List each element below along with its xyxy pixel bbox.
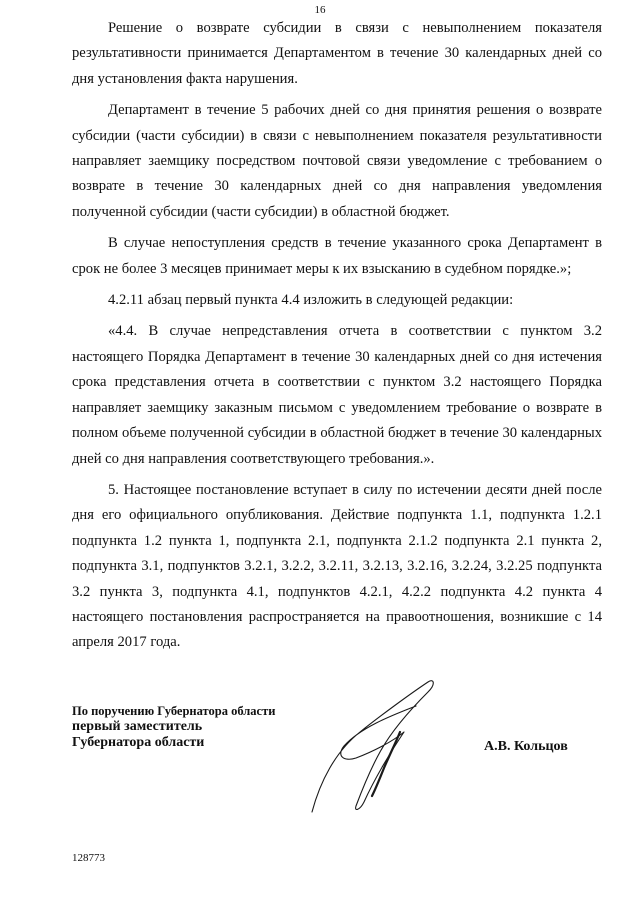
signatory-name: А.В. Кольцов <box>484 739 568 754</box>
page-number: 16 <box>314 4 326 16</box>
paragraph: «4.4. В случае непредставления отчета в соответствии с пунктом 3.2 настоящего Порядка Департамент в течение 30 календарных дней со дня истечения срока представления отчета в соответствии с пунктом 3.2 настоящего Порядка направляет заемщику заказным письмом с уведомлением требование о возврате в полном объеме полученной субсидии в областной бюджет в течение 30 календарных дней со дня направления соответствующего требования.». <box>72 323 602 467</box>
paragraph: В случае непоступления средств в течение указанного срока Департамент в срок не более 3 месяцев принимает меры к их взысканию в судебном порядке.»; <box>72 235 602 277</box>
handwritten-signature <box>300 672 440 822</box>
paragraph: 4.2.11 абзац первый пункта 4.4 изложить в следующей редакции: <box>108 292 514 309</box>
paragraph: Решение о возврате субсидии в связи с невыполнением показателя результативности принимается Департаментом в течение 30 календарных дней со дня установления факта нарушения. <box>72 20 602 87</box>
signatory-authority: По поручению Губернатора области <box>72 704 276 718</box>
document-code: 128773 <box>72 852 105 864</box>
signatory-position-2: Губернатора области <box>72 735 205 750</box>
paragraph: Департамент в течение 5 рабочих дней со дня принятия решения о возврате субсидии (части субсидии) в связи с невыполнением показателя результативности направляет заемщику посредством почтовой связи уведомление с требованием о возврате в течение 30 календарных дней со дня направления уведомления полученной субсидии (части субсидии) в областной бюджет. <box>72 102 602 220</box>
document-body <box>72 16 602 662</box>
paragraph: 5. Настоящее постановление вступает в силу по истечении десяти дней после дня его официального опубликования. Действие подпункта 1.1, подпункта 1.2.1 подпункта 1.2 пункта 1, подпункта 2.1, подпункта 2.1.2 подпункта 2.1 пункта 2, подпункта 3.1, подпунктов 3.2.1, 3.2.2, 3.2.11, 3.2.13, 3.2.16, 3.2.24, 3.2.25 подпункта 3.2 пункта 3, подпункта 4.1, подпунктов 4.2.1, 4.2.2 подпункта 4.2 пункта 4 настоящего постановления распространяется на правоотношения, возникшие с 14 апреля 2017 года. <box>72 481 602 651</box>
signatory-position: первый заместитель <box>72 719 203 734</box>
signatory-block <box>72 704 275 751</box>
